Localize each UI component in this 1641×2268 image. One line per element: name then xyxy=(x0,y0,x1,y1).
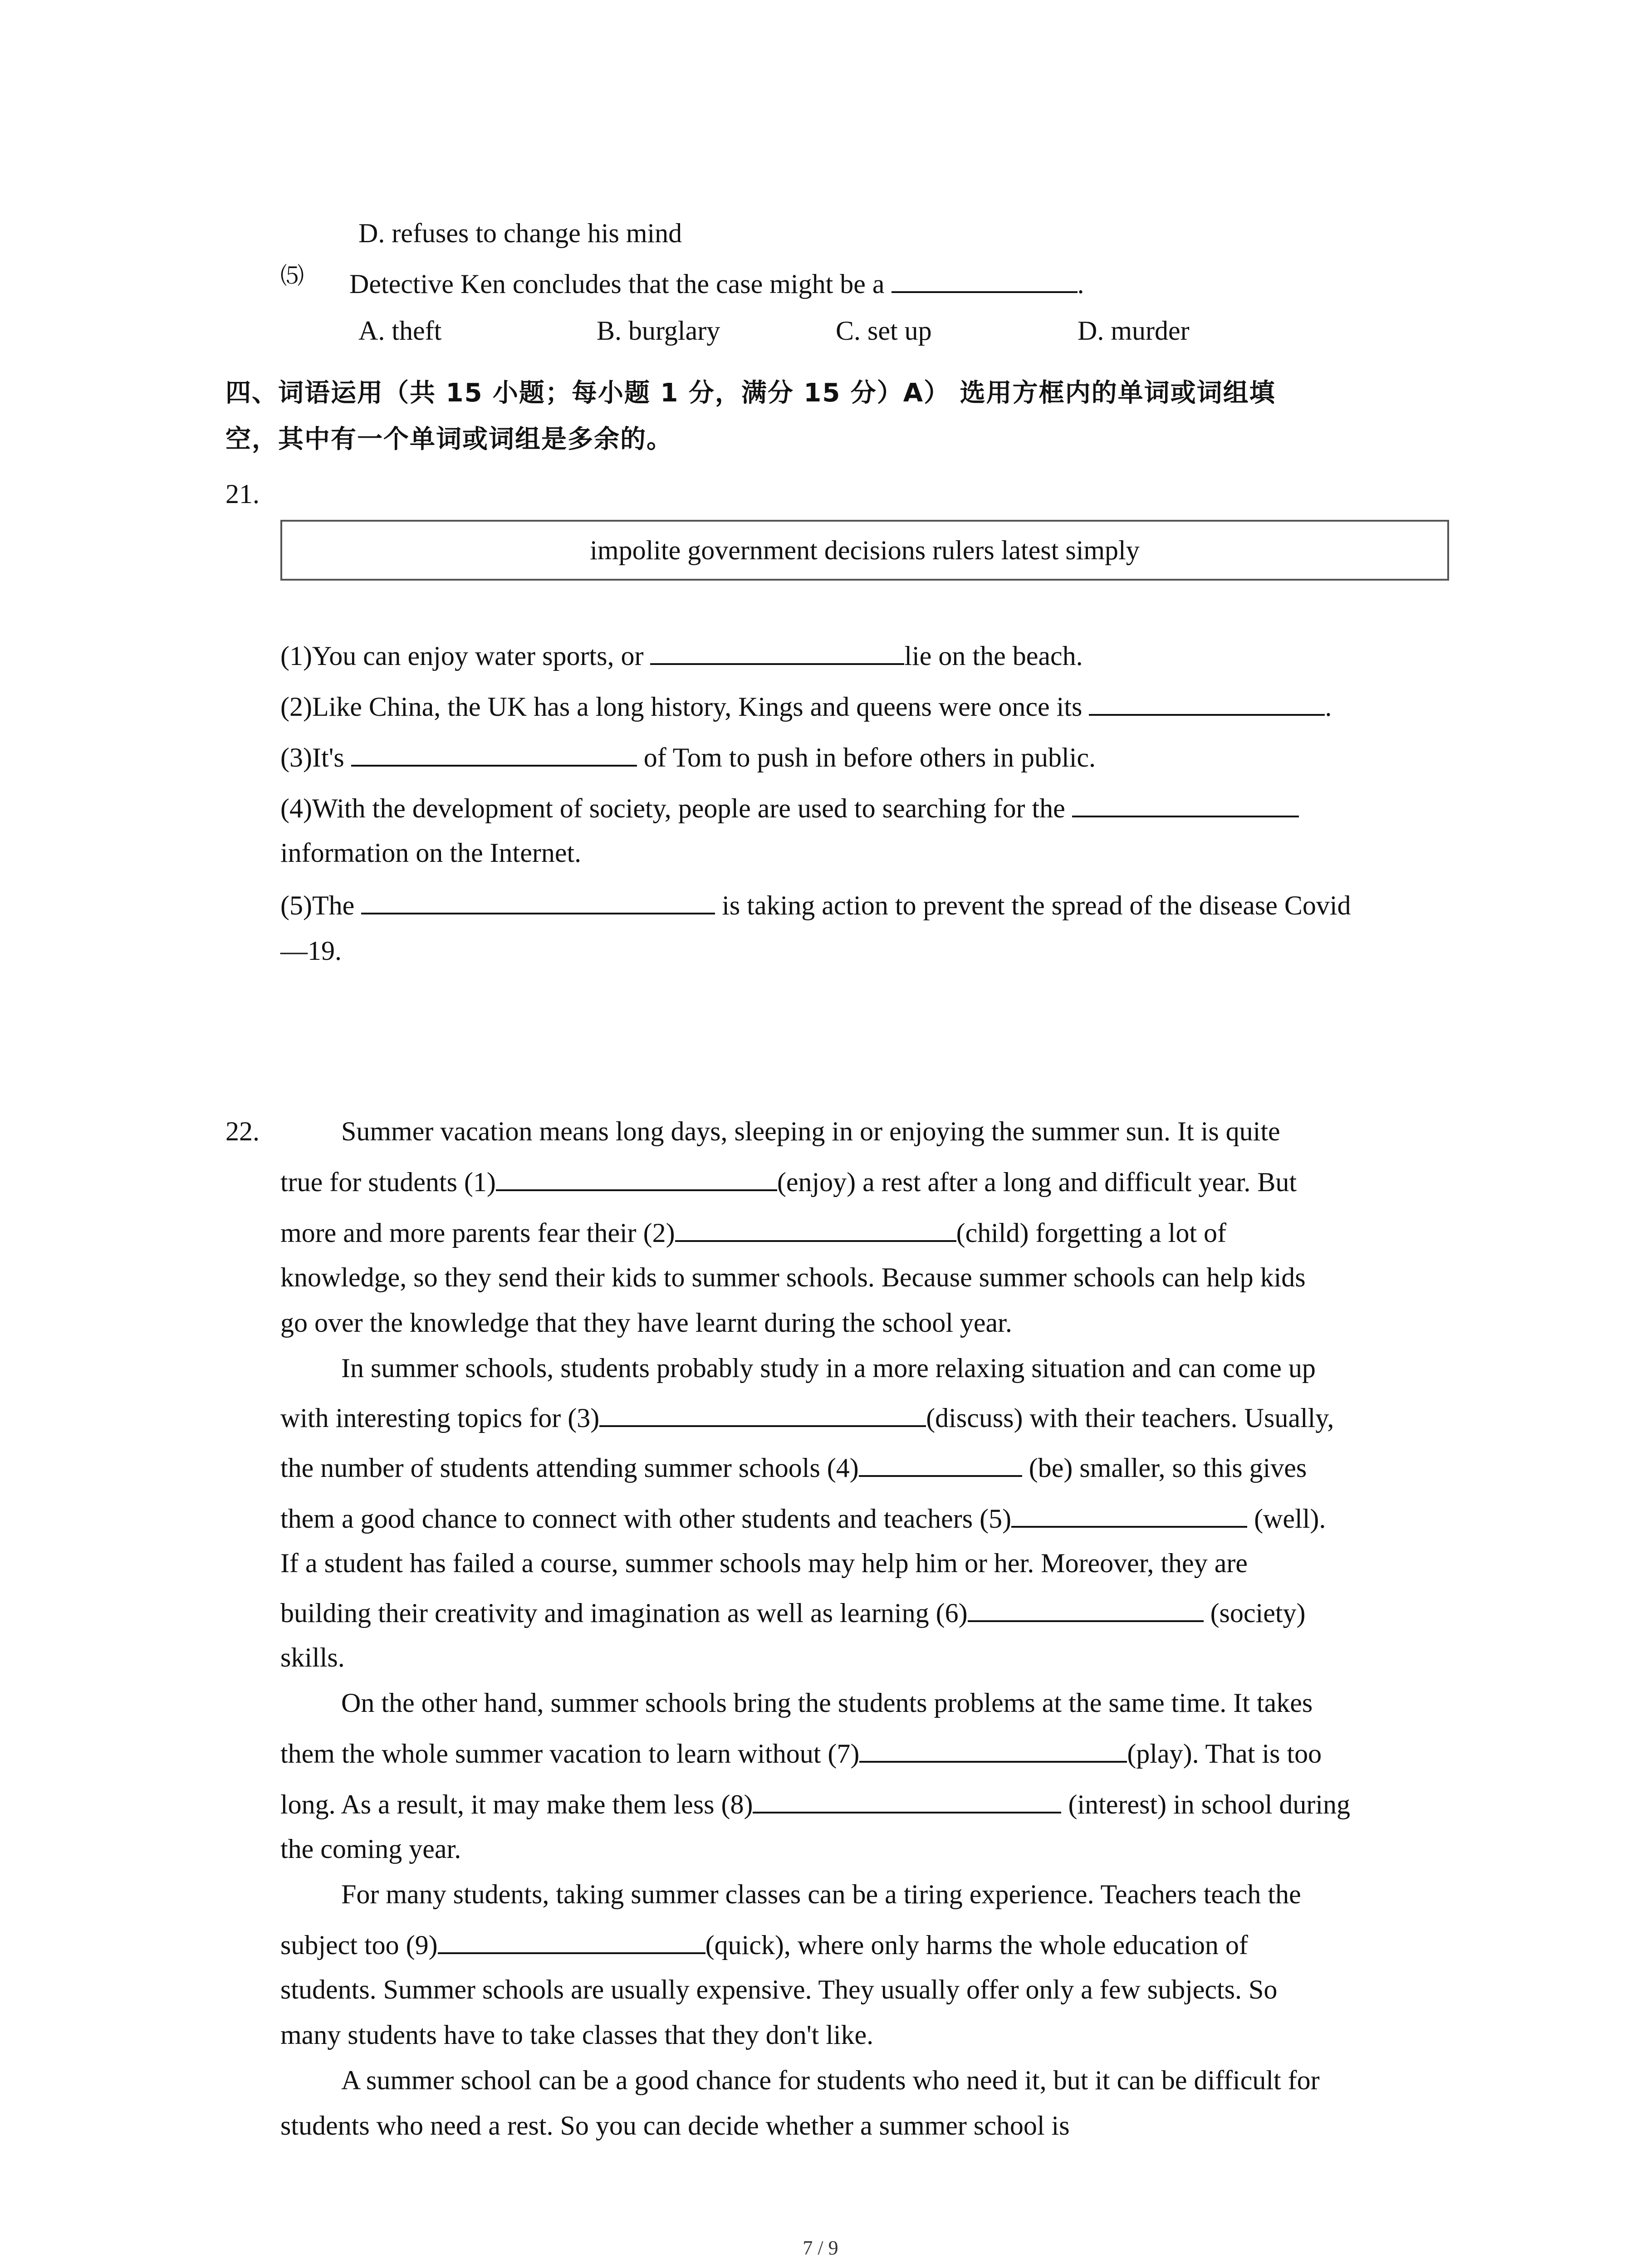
sentence-3 xyxy=(280,741,1096,773)
answer-blank[interactable] xyxy=(753,1788,1061,1813)
answer-blank[interactable] xyxy=(1011,1502,1247,1528)
passage-line xyxy=(280,1402,1334,1434)
passage-text: (play). That is too xyxy=(1127,1739,1322,1769)
question-number: 22. xyxy=(225,1116,260,1146)
answer-blank[interactable] xyxy=(892,268,1078,293)
passage-line xyxy=(280,1452,1307,1484)
sentence-text: (5)The xyxy=(280,890,355,920)
answer-blank[interactable] xyxy=(496,1166,777,1191)
passage-text: (discuss) with their teachers. Usually, xyxy=(926,1403,1334,1433)
passage-line xyxy=(280,1217,1226,1249)
option-d: D. murder xyxy=(1078,316,1190,346)
option-a: A. theft xyxy=(358,316,442,346)
sentence-text: of Tom to push in before others in public. xyxy=(643,743,1096,772)
sentence-2 xyxy=(280,690,1332,723)
passage-text: (enjoy) a rest after a long and difficult year. But xyxy=(777,1167,1297,1197)
passage-line: On the other hand, summer schools bring the students problems at the same time. It takes xyxy=(341,1688,1313,1718)
passage-text: (interest) in school during xyxy=(1061,1789,1351,1819)
passage-line: In summer schools, students probably study in a more relaxing situation and can come up xyxy=(341,1353,1316,1383)
answer-blank[interactable] xyxy=(1089,690,1325,716)
passage-text: building their creativity and imagination as well as learning (6) xyxy=(280,1598,968,1628)
option-c: C. set up xyxy=(836,316,932,346)
question-sentence xyxy=(349,268,1084,300)
passage-text: them the whole summer vacation to learn without (7) xyxy=(280,1739,860,1769)
sentence-text: is taking action to prevent the spread of the disease Covid xyxy=(722,890,1351,920)
passage-line: go over the knowledge that they have learnt during the school year. xyxy=(280,1308,1012,1338)
option-b: B. burglary xyxy=(597,316,720,346)
answer-blank[interactable] xyxy=(1072,792,1299,817)
passage-line: Summer vacation means long days, sleeping in or enjoying the summer sun. It is quite xyxy=(341,1116,1280,1146)
passage-line: the coming year. xyxy=(280,1834,461,1864)
passage-text: subject too (9) xyxy=(280,1930,438,1960)
passage-text: (be) smaller, so this gives xyxy=(1022,1453,1307,1483)
passage-text: (society) xyxy=(1203,1598,1306,1628)
sentence-end: . xyxy=(1077,269,1084,299)
option-d-previous: D. refuses to change his mind xyxy=(358,218,682,248)
passage-text: more and more parents fear their (2) xyxy=(280,1218,675,1248)
passage-line: students. Summer schools are usually expensive. They usually offer only a few subjects. So xyxy=(280,1975,1278,2004)
passage-line: skills. xyxy=(280,1642,345,1672)
item-number: ⑸ xyxy=(280,264,304,289)
passage-text: the number of students attending summer schools (4) xyxy=(280,1453,859,1483)
section-heading-line2: 空，其中有一个单词或词组是多余的。 xyxy=(225,425,673,454)
sentence-5-continued: —19. xyxy=(280,936,342,966)
sentence-1 xyxy=(280,640,1083,672)
answer-blank[interactable] xyxy=(968,1597,1204,1622)
passage-text: (well). xyxy=(1247,1504,1326,1534)
page-number: 7 / 9 xyxy=(803,2237,838,2259)
sentence-text: Detective Ken concludes that the case might be a xyxy=(349,269,885,299)
passage-line xyxy=(280,1166,1297,1198)
answer-blank[interactable] xyxy=(599,1402,926,1427)
passage-line: A summer school can be a good chance for students who need it, but it can be difficult for xyxy=(341,2065,1320,2095)
passage-line: students who need a rest. So you can decide whether a summer school is xyxy=(280,2111,1070,2141)
passage-line xyxy=(280,1597,1305,1629)
passage-line xyxy=(280,1929,1248,1961)
passage-text: (quick), where only harms the whole education of xyxy=(705,1930,1248,1960)
sentence-5 xyxy=(280,889,1351,921)
sentence-text: (3)It's xyxy=(280,743,344,772)
passage-text: true for students (1) xyxy=(280,1167,496,1197)
passage-line: knowledge, so they send their kids to summer schools. Because summer schools can help kids xyxy=(280,1262,1306,1292)
section-heading-line1: 四、词语运用（共 15 小题；每小题 1 分，满分 15 分）A） 选用方框内的单词或词组填 xyxy=(225,378,1276,408)
answer-blank[interactable] xyxy=(650,640,904,665)
answer-blank[interactable] xyxy=(438,1929,705,1954)
sentence-4 xyxy=(280,792,1299,824)
sentence-text: (2)Like China, the UK has a long history, Kings and queens were once its xyxy=(280,692,1083,722)
sentence-text: lie on the beach. xyxy=(904,641,1083,671)
answer-blank[interactable] xyxy=(859,1737,1127,1763)
passage-line xyxy=(280,1737,1322,1769)
sentence-text: (1)You can enjoy water sports, or xyxy=(280,641,644,671)
answer-blank[interactable] xyxy=(351,741,637,767)
word-bank-box xyxy=(280,520,1449,581)
answer-blank[interactable] xyxy=(675,1217,956,1242)
passage-line: For many students, taking summer classes can be a tiring experience. Teachers teach the xyxy=(341,1879,1301,1909)
passage-line: many students have to take classes that they don't like. xyxy=(280,2020,874,2050)
sentence-text: (4)With the development of society, people are used to searching for the xyxy=(280,793,1065,823)
word-bank-text: impolite government decisions rulers latest simply xyxy=(590,535,1140,565)
question-number: 21. xyxy=(225,479,260,509)
passage-text: with interesting topics for (3) xyxy=(280,1403,600,1433)
passage-line xyxy=(280,1502,1326,1535)
passage-text: long. As a result, it may make them less (8) xyxy=(280,1789,753,1819)
answer-blank[interactable] xyxy=(859,1452,1022,1477)
passage-line: If a student has failed a course, summer schools may help him or her. Moreover, they are xyxy=(280,1548,1248,1578)
passage-text: (child) forgetting a lot of xyxy=(956,1218,1226,1248)
sentence-text: . xyxy=(1325,692,1332,722)
sentence-4-continued: information on the Internet. xyxy=(280,838,582,868)
passage-text: them a good chance to connect with other students and teachers (5) xyxy=(280,1504,1012,1534)
passage-line xyxy=(280,1788,1350,1820)
answer-blank[interactable] xyxy=(361,889,715,914)
